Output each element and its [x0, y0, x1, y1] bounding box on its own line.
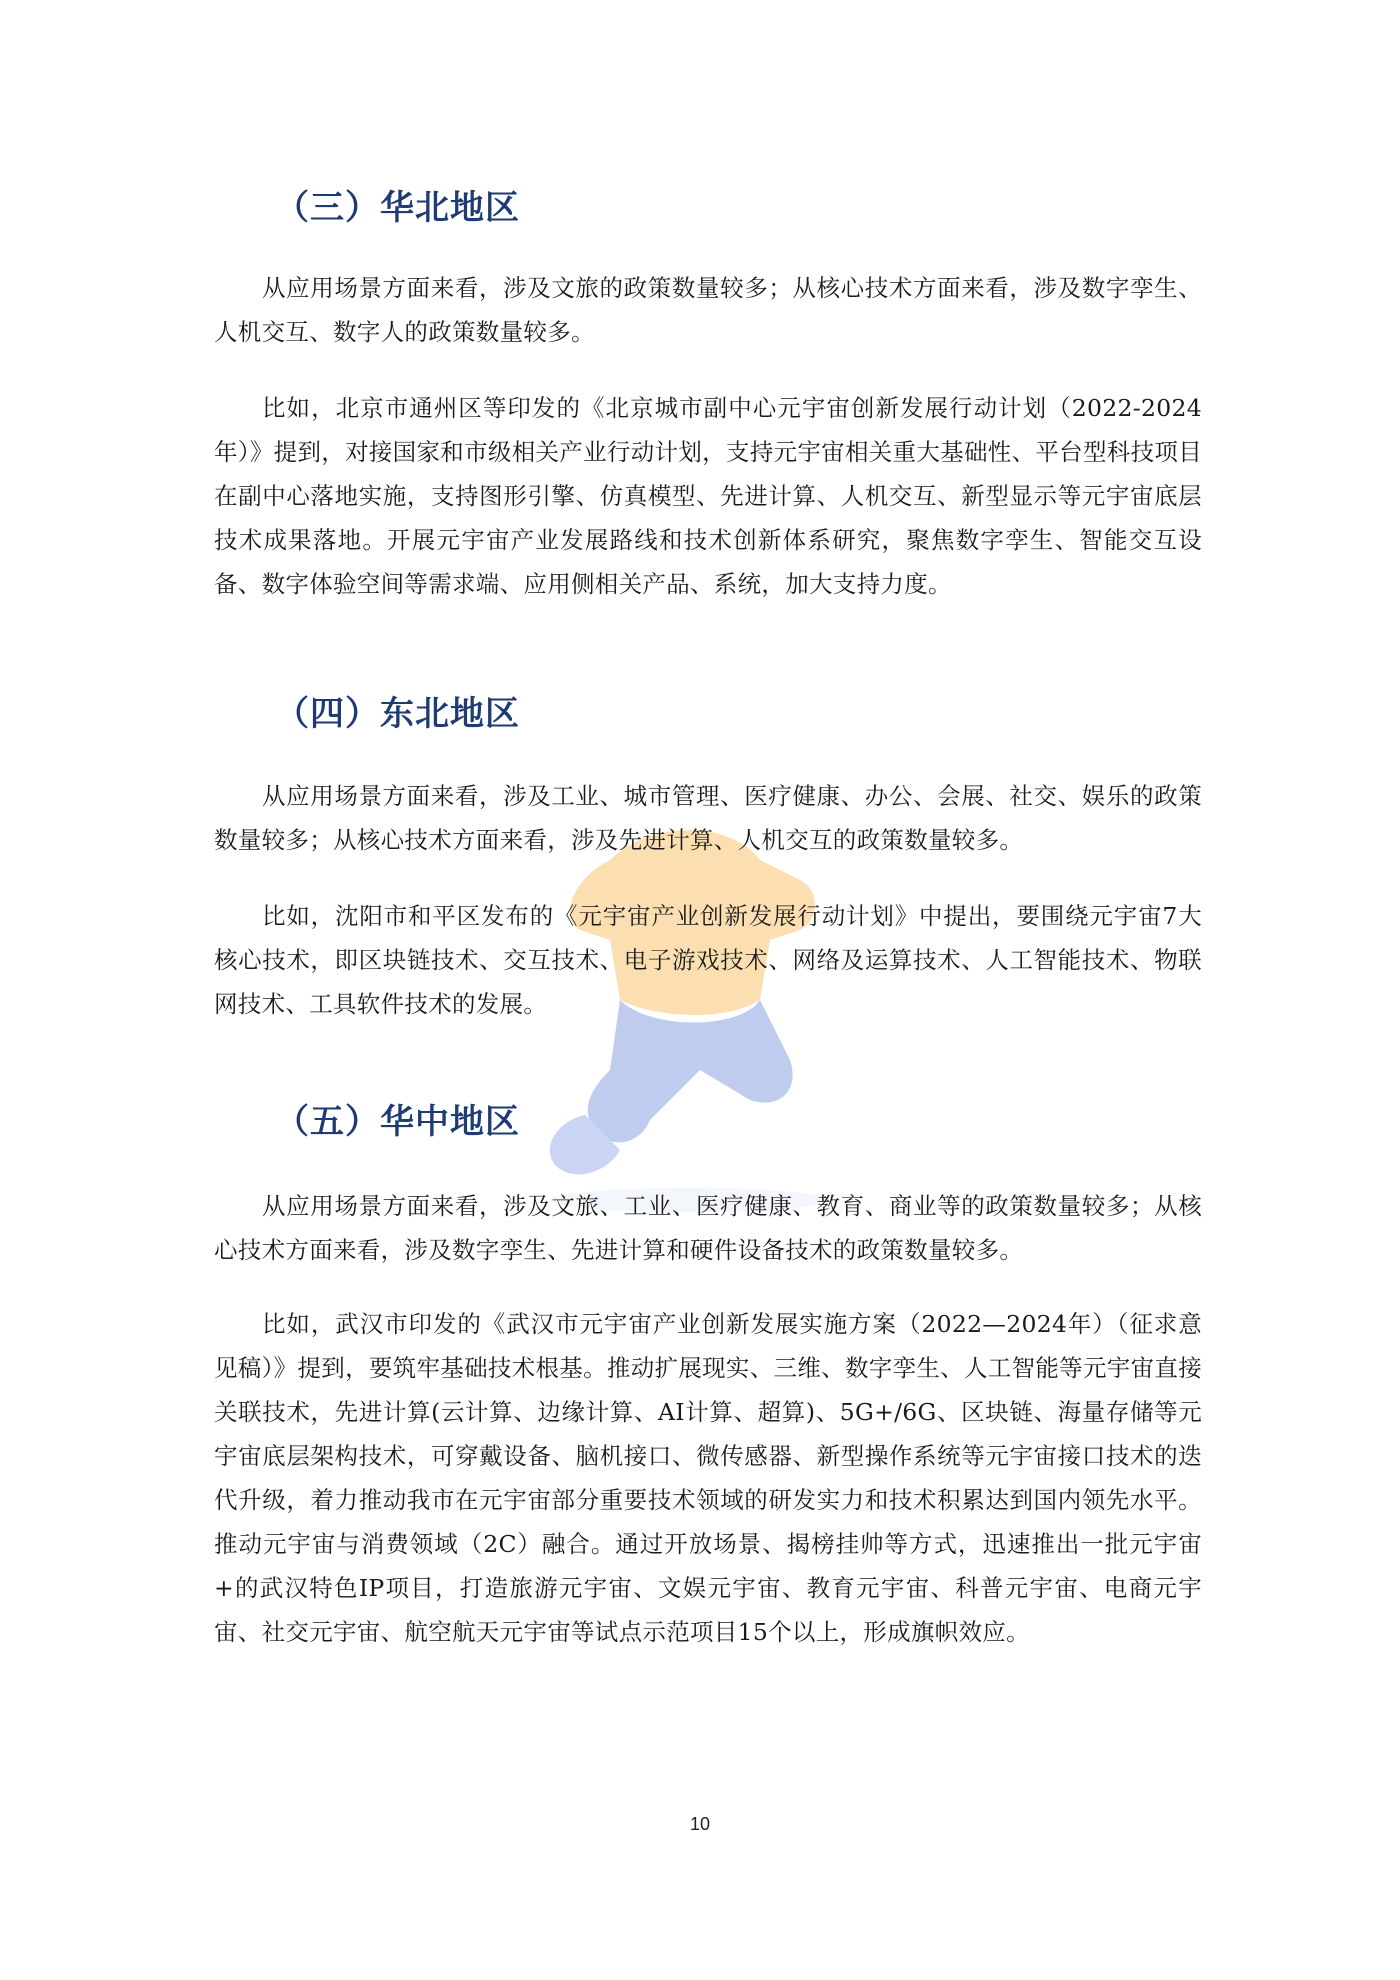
paragraph-central-china-overview: 从应用场景方面来看，涉及文旅、工业、医疗健康、教育、商业等的政策数量较多；从核心技术方面来看，涉及数字孪生、先进计算和硬件设备技术的政策数量较多。 [214, 1192, 1202, 1264]
section-heading-northeast: （四）东北地区 [275, 694, 520, 734]
paragraph-northeast-overview: 从应用场景方面来看，涉及工业、城市管理、医疗健康、办公、会展、社交、娱乐的政策数量较多；从核心技术方面来看，涉及先进计算、人机交互的政策数量较多。 [214, 782, 1202, 854]
section-heading-north-china: （三）华北地区 [275, 188, 520, 228]
section-heading-central-china: （五）华中地区 [275, 1102, 520, 1142]
paragraph-central-china-example: 比如，武汉市印发的《武汉市元宇宙产业创新发展实施方案（2022—2024年）（征求意见稿）》提到，要筑牢基础技术根基。推动扩展现实、三维、数字孪生、人工智能等元宇宙直接关联技术，先进计算(云计算、边缘计算、AI计算、超算)、5G+/6G、区块链、海量存储等元宇宙底层架构技术，可穿戴设备、脑机接口、微传感器、新型操作系统等元宇宙接口技术的迭代升级，着力推动我市在元宇宙部分重要技术领域的研发实力和技术积累达到国内领先水平。推动元宇宙与消费领域（2C）融合。通过开放场景、揭榜挂帅等方式，迅速推出一批元宇宙+的武汉特色IP项目，打造旅游元宇宙、文娱元宇宙、教育元宇宙、科普元宇宙、电商元宇宙、社交元宇宙、航空航天元宇宙等试点示范项目15个以上，形成旗帜效应。 [214, 1310, 1202, 1646]
page-number: 10 [689, 1814, 711, 1834]
paragraph-northeast-example: 比如，沈阳市和平区发布的《元宇宙产业创新发展行动计划》中提出，要围绕元宇宙7大核心技术，即区块链技术、交互技术、电子游戏技术、网络及运算技术、人工智能技术、物联网技术、工具软件技术的发展。 [214, 902, 1202, 1018]
paragraph-north-china-overview: 从应用场景方面来看，涉及文旅的政策数量较多；从核心技术方面来看，涉及数字孪生、人机交互、数字人的政策数量较多。 [214, 274, 1202, 346]
paragraph-north-china-example: 比如，北京市通州区等印发的《北京城市副中心元宇宙创新发展行动计划（2022-2024年）》提到，对接国家和市级相关产业行动计划，支持元宇宙相关重大基础性、平台型科技项目在副中心落地实施，支持图形引擎、仿真模型、先进计算、人机交互、新型显示等元宇宙底层技术成果落地。开展元宇宙产业发展路线和技术创新体系研究，聚焦数字孪生、智能交互设备、数字体验空间等需求端、应用侧相关产品、系统，加大支持力度。 [214, 394, 1202, 598]
